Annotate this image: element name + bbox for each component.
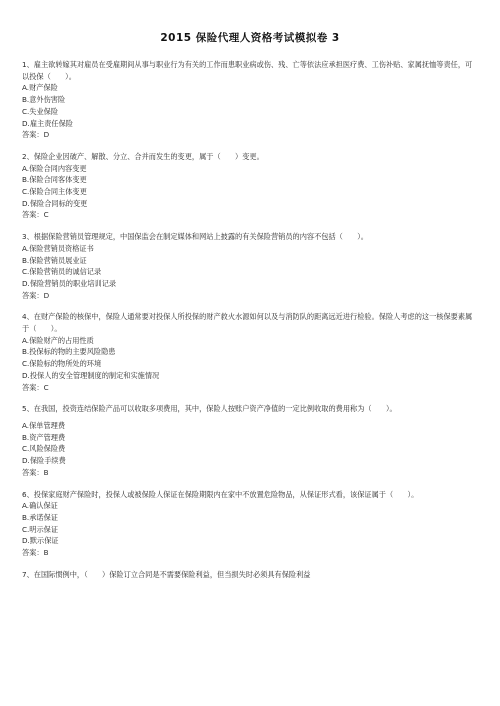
- option-d: D.保险营销员的职业培训记录: [22, 278, 117, 288]
- option-a: A.保险营销员资格证书: [22, 243, 94, 253]
- option-c: C.保险标的物所处的环境: [22, 359, 102, 369]
- option-b: B.资产管理费: [22, 432, 66, 442]
- answer-line: 答案：D: [22, 130, 50, 140]
- question-stem: 5、在我国，投资连结保险产品可以收取多项费用，其中，保险人按账户资产净值的一定比例收取的费用称为（ ）。: [22, 404, 397, 414]
- option-b: B.投保标的物的主要风险隐患: [22, 347, 116, 357]
- question-stem: 6、投保家庭财产保险时，投保人或被保险人保证在保险期限内在家中不放置危险物品，从保证形式看，该保证属于（ ）。: [22, 489, 419, 499]
- answer-line: 答案：C: [22, 382, 49, 392]
- option-d: D.保险合同标的变更: [22, 198, 88, 208]
- answer-line: 答案：C: [22, 210, 49, 220]
- question-stem: 7、在国际惯例中，（ ）保险订立合同是不需要保险利益，但当损失时必须具有保险利益: [22, 569, 311, 579]
- option-c: C.保险合同主体变更: [22, 187, 87, 197]
- question-5: [22, 403, 478, 478]
- option-a: A.保单管理费: [22, 420, 66, 430]
- question-7: [22, 569, 478, 581]
- question-stem: 1、雇主欲转嫁其对雇员在受雇期间从事与职业行为有关的工作而患职业病或伤、残、亡等依法应承担医疗费、工伤补贴、家属抚恤等责任，可以投保（ ）。: [22, 60, 473, 81]
- option-a: A.保险合同内容变更: [22, 163, 87, 173]
- option-c: C.失业保险: [22, 106, 59, 116]
- option-a: A.财产保险: [22, 83, 58, 93]
- option-c: C.明示保证: [22, 524, 59, 534]
- answer-line: 答案：D: [22, 290, 50, 300]
- document-title: 2015 保险代理人资格考试模拟卷 3: [160, 32, 340, 44]
- question-2: [22, 151, 478, 221]
- option-b: B.意外伤害险: [22, 95, 66, 105]
- question-6: [22, 489, 478, 559]
- question-stem: 3、根据保险营销员管理规定，中国保监会在制定媒体和网站上披露的有关保险营销员的内容不包括（ ）。: [22, 232, 368, 242]
- question-4: [22, 311, 478, 393]
- answer-line: 答案：B: [22, 548, 49, 558]
- option-d: D.投保人的安全管理制度的制定和实施情况: [22, 370, 160, 380]
- option-b: B.承诺保证: [22, 512, 58, 522]
- question-1: [22, 59, 478, 141]
- option-a: A.保险财产的占用性质: [22, 335, 94, 345]
- answer-line: 答案：B: [22, 467, 49, 477]
- option-c: C.风险保险费: [22, 444, 66, 454]
- option-b: B.保险营销员展业证: [22, 255, 87, 265]
- option-d: D.雇主责任保险: [22, 118, 73, 128]
- question-stem: 2、保险企业因破产、解散、分立、合并而发生的变更，属于（ ）变更。: [22, 151, 264, 161]
- option-d: D.默示保证: [22, 536, 59, 546]
- option-d: D.保险手续费: [22, 456, 66, 466]
- option-c: C.保险营销员的诚信记录: [22, 267, 102, 277]
- option-a: A.确认保证: [22, 501, 58, 511]
- question-stem: 4、在财产保险的核保中，保险人通常要对投保人所投保的财产救火水源如何以及与消防队的距离远近进行检验。保险人考虑的这一核保要素属于（ ）。: [22, 312, 473, 334]
- option-b: B.保险合同客体变更: [22, 175, 87, 185]
- question-3: [22, 231, 478, 301]
